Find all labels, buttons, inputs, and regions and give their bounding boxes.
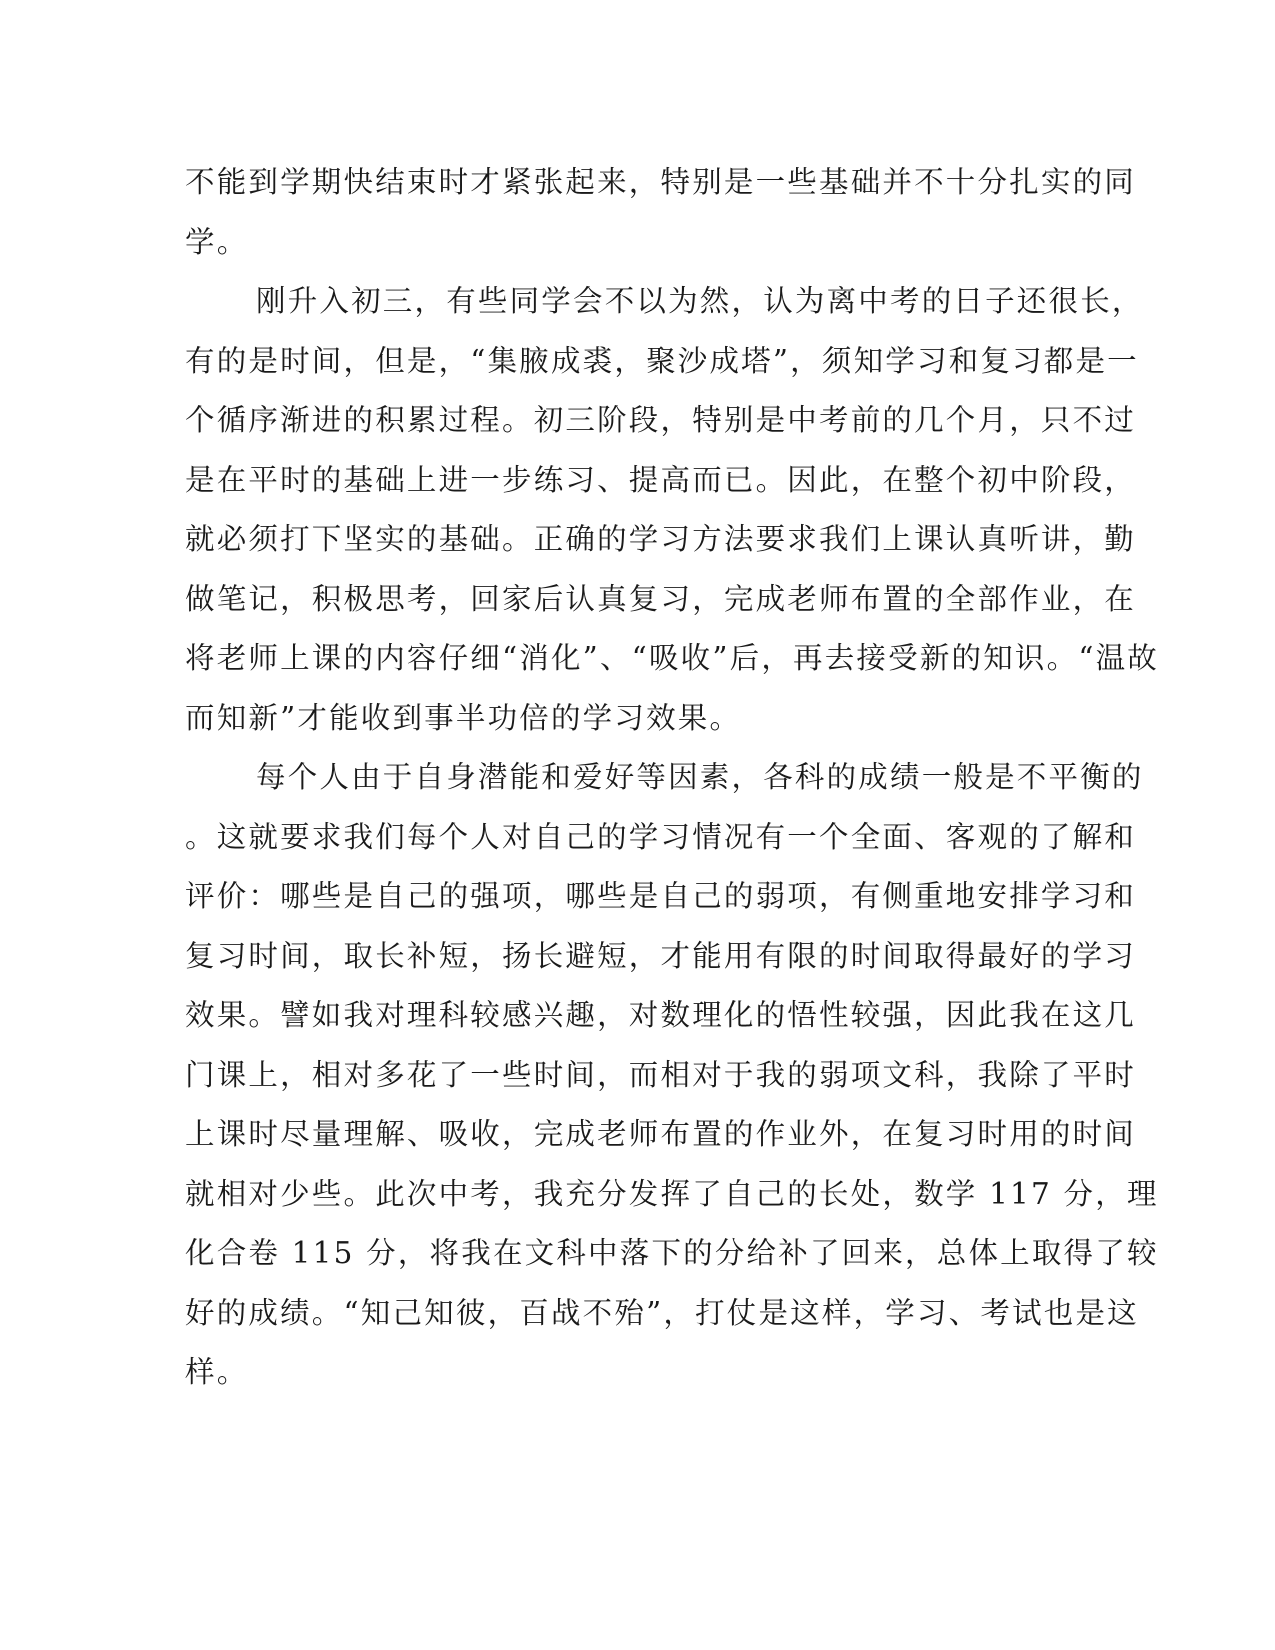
text-line: 评价：哪些是自己的强项，哪些是自己的弱项，有侧重地安排学习和 — [185, 879, 1137, 913]
text-line: 效果。譬如我对理科较感兴趣，对数理化的悟性较强，因此我在这几 — [185, 998, 1137, 1032]
text-line: 而知新”才能收到事半功倍的学习效果。 — [185, 701, 742, 735]
text-line: 将老师上课的内容仔细“消化”、“吸收”后，再去接受新的知识。“温故 — [185, 641, 1160, 675]
text-line: 化合卷 115 分，将我在文科中落下的分给补了回来，总体上取得了较 — [185, 1236, 1159, 1270]
text-line: 。这就要求我们每个人对自己的学习情况有一个全面、客观的了解和 — [185, 820, 1137, 854]
text-line: 不能到学期快结束时才紧张起来，特别是一些基础并不十分扎实的同 — [185, 165, 1137, 199]
text-line: 学。 — [185, 225, 249, 259]
text-line: 上课时尽量理解、吸收，完成老师布置的作业外，在复习时用的时间 — [185, 1117, 1137, 1151]
text-line: 个循序渐进的积累过程。初三阶段，特别是中考前的几个月，只不过 — [185, 403, 1137, 437]
text-line: 就必须打下坚实的基础。正确的学习方法要求我们上课认真听讲，勤 — [185, 522, 1137, 556]
text-line: 是在平时的基础上进一步练习、提高而已。因此，在整个初中阶段， — [185, 463, 1137, 497]
text-line: 有的是时间，但是，“集腋成裘，聚沙成塔”，须知学习和复习都是一 — [185, 344, 1139, 378]
text-line: 做笔记，积极思考，回家后认真复习，完成老师布置的全部作业，在 — [185, 582, 1137, 616]
text-line: 好的成绩。“知己知彼，百战不殆”，打仗是这样，学习、考试也是这 — [185, 1296, 1139, 1330]
text-line: 门课上，相对多花了一些时间，而相对于我的弱项文科，我除了平时 — [185, 1058, 1137, 1092]
paragraph-start-line: 每个人由于自身潜能和爱好等因素，各科的成绩一般是不平衡的 — [256, 760, 1144, 794]
paragraph-start-line: 刚升入初三，有些同学会不以为然，认为离中考的日子还很长， — [256, 284, 1144, 318]
text-line: 就相对少些。此次中考，我充分发挥了自己的长处，数学 117 分，理 — [185, 1177, 1159, 1211]
text-line: 复习时间，取长补短，扬长避短，才能用有限的时间取得最好的学习 — [185, 939, 1137, 973]
text-line: 样。 — [185, 1355, 249, 1389]
